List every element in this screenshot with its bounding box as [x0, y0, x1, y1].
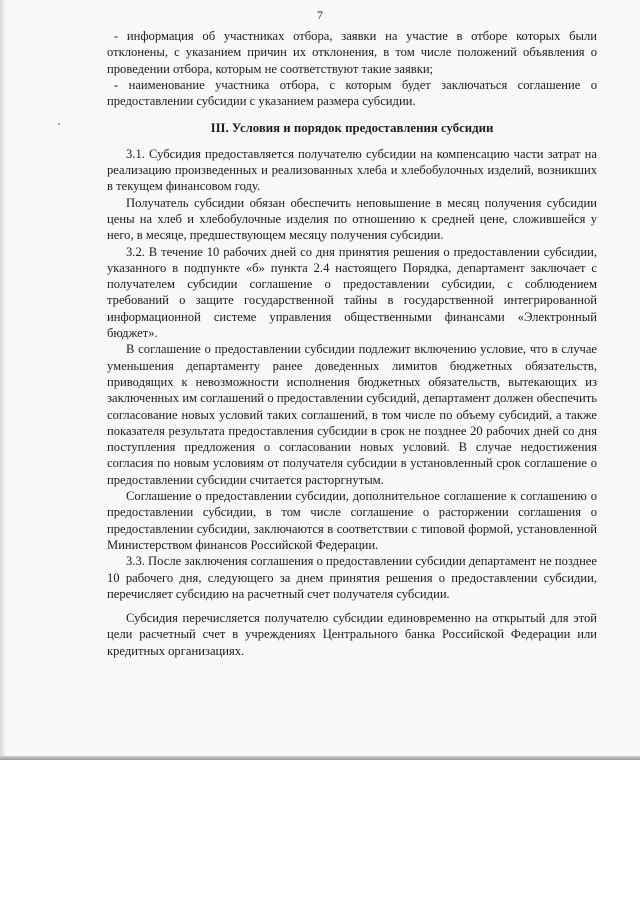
page-number: 7 — [317, 8, 323, 22]
paragraph-price-obligation: Получатель субсидии обязан обеспечить неповышение в месяц получения субсидии цены на хлеб и хлебобулочные изделия по отношению к средней цене, сложившейся у него, в месяце, предшествующем месяцу получения субсидии. — [107, 195, 597, 243]
paragraph-standard-form: Соглашение о предоставлении субсидии, дополнительное соглашение к соглашению о предоставлении субсидии, в том числе соглашение о расторжении соглашения о предоставлении субсидии, заключаются в соответствии с типовой формой, установленной Министерством финансов Российской Федерации. — [107, 489, 597, 552]
paragraph-agreement-conditions: В соглашение о предоставлении субсидии подлежит включению условие, что в случае уменьшения департаменту ранее доведенных лимитов бюджетных обязательств, приводящих к невозможности исполнения бюджетных обязательств, вытекающих из заключенных им соглашений о предоставлении субсидий, департамент должен обеспечить согласование новых условий таких соглашений, в том числе по объему субсидий, а также показателя результата предоставления субсидии в срок не позднее 20 рабочих дней со дня поступления предложения о согласовании новых условий. В случае недостижения согласия по новым условиям от получателя субсидии в установленный срок соглашение о предоставлении субсидии считается расторгнутым. — [107, 342, 597, 487]
paragraph-3-3: 3.3. После заключения соглашения о предоставлении субсидии департамент не позднее 10 рабочего дня, следующего за днем принятия решения о предоставлении субсидии, перечисляет субсидию на расчетный счет получателя субсидии. — [107, 554, 597, 601]
scan-edge-shadow — [0, 0, 6, 760]
paragraph-transfer: Субсидия перечисляется получателю субсидии единовременно на открытый для этой цели расчетный счет в учреждениях Центрального банка Российской Федерации или кредитных организациях. — [107, 611, 597, 658]
document-body — [107, 28, 597, 659]
paragraph-3-2: 3.2. В течение 10 рабочих дней со дня принятия решения о предоставлении субсидии, указанного в подпункте «б» пункта 2.4 настоящего Порядка, департамент заключает с получателем субсидии соглашение о предоставлении субсидии, с соблюдением требований о защите государственной тайны в государственной интегрированной информационной системе управления общественными финансами «Электронный бюджет». — [107, 244, 597, 341]
list-item-selected-participant: - наименование участника отбора, с которым будет заключаться соглашение о предоставлении субсидии с указанием размера субсидии. — [107, 77, 597, 109]
paragraph-3-1: 3.1. Субсидия предоставляется получателю субсидии на компенсацию части затрат на реализацию произведенных и реализованных хлеба и хлебобулочных изделий, возникших в текущем финансовом году. — [107, 146, 597, 194]
list-item-rejected-participants: - информация об участниках отбора, заявки на участие в отборе которых были отклонены, с указанием причин их отклонения, в том числе положений объявления о проведении отбора, которым не соответствуют такие заявки; — [107, 29, 597, 76]
scan-speck — [58, 123, 60, 125]
section-title: III. Условия и порядок предоставления субсидии — [210, 121, 494, 136]
